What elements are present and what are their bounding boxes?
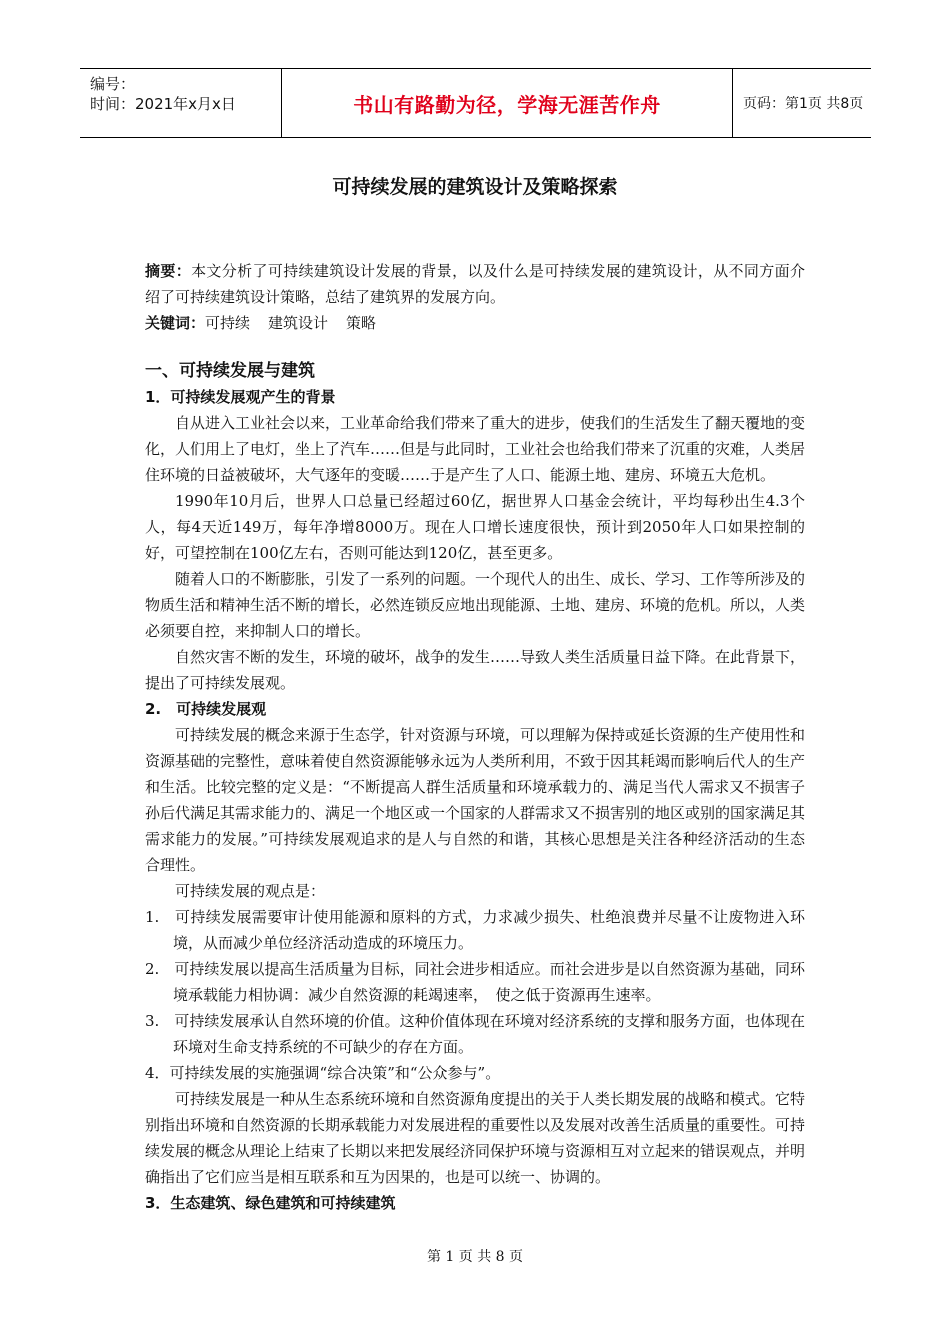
paragraph: 自从进入工业社会以来，工业革命给我们带来了重大的进步，使我们的生活发生了翻天覆地的变化，人们用上了电灯，坐上了汽车……但是与此同时，工业社会也给我们带来了沉重的灾难，人类居住环境的日益被破坏，大气逐年的变暖……于是产生了人口、能源土地、建房、环境五大危机。: [145, 414, 806, 484]
keyword: 建筑设计: [268, 314, 329, 332]
motto: 书山有路勤为径，学海无涯苦作舟: [353, 92, 661, 117]
number-label: 编号：: [90, 75, 136, 93]
abstract-label: 摘要：: [145, 262, 192, 280]
document-body: [145, 258, 805, 1216]
page-footer: 第 1 页 共 8 页: [426, 1249, 524, 1265]
paragraph: 可持续发展的概念来源于生态学，针对资源与环境，可以理解为保持或延长资源的生产使用性和资源基础的完整性，意味着使自然资源能够永远为人类所利用，不致于因其耗竭而影响后代人的生产和生活。比较完整的定义是：“不断提高人群生活质量和环境承载力的、满足当代人需求又不损害子孙后代满足其需求能力的、满足一个地区或一个国家的人群需求又不损害别的地区或别的国家满足其需求能力的发展。”可持续发展观追求的是人与自然的和谐，其核心思想是关注各种经济活动的生态合理性。: [145, 726, 806, 874]
paragraph: 随着人口的不断膨胀，引发了一系列的问题。一个现代人的出生、成长、学习、工作等所涉及的物质生活和精神生活不断的增长，必然连锁反应地出现能源、土地、建房、环境的危机。所以，人类必须要自控，来抑制人口的增长。: [145, 570, 806, 640]
page-info: 页码：第1页 共8页: [743, 96, 864, 112]
date-label: 时间：2021年x月x日: [90, 95, 236, 113]
subsection-heading: 2. 可持续发展观: [145, 700, 267, 718]
list-item: 4．可持续发展的实施强调“综合决策”和“公众参与”。: [145, 1064, 501, 1082]
paragraph: 自然灾害不断的发生，环境的破坏，战争的发生……导致人类生活质量日益下降。在此背景下，提出了可持续发展观。: [145, 648, 806, 692]
list-item: 1. 可持续发展需要审计使用能源和原料的方式，力求减少损失、杜绝浪费并尽量不让废物进入环境，从而减少单位经济活动造成的环境压力。: [145, 908, 805, 952]
list-item: 3. 可持续发展承认自然环境的价值。这种价值体现在环境对经济系统的支撑和服务方面，也体现在环境对生命支持系统的不可缺少的存在方面。: [145, 1012, 805, 1056]
keyword: 策略: [346, 314, 377, 332]
header-page-cell: [733, 69, 871, 137]
header-meta-cell: [80, 69, 282, 137]
subsection-heading: 1．可持续发展观产生的背景: [145, 388, 336, 406]
subsection-heading: 3．生态建筑、绿色建筑和可持续建筑: [145, 1194, 396, 1212]
abstract: [145, 258, 805, 310]
list-item: 2. 可持续发展以提高生活质量为目标，同社会进步相适应。而社会进步是以自然资源为基础，同环境承载能力相协调：减少自然资源的耗竭速率， 使之低于资源再生速率。: [145, 960, 805, 1004]
keyword: 可持续: [205, 314, 251, 332]
header-motto-cell: [282, 69, 733, 137]
header-table: [80, 68, 871, 138]
paragraph: 可持续发展是一种从生态系统环境和自然资源角度提出的关于人类长期发展的战略和模式。它特别指出环境和自然资源的长期承载能力对发展进程的重要性以及发展对改善生活质量的重要性。可持续发展的概念从理论上结束了长期以来把发展经济同保护环境与资源相互对立起来的错误观点，并明确指出了它们应当是相互联系和互为因果的，也是可以统一、协调的。: [145, 1090, 806, 1186]
document-title: 可持续发展的建筑设计及策略探索: [332, 176, 618, 198]
keywords: [145, 310, 805, 336]
section-heading: 一、可持续发展与建筑: [145, 361, 315, 381]
paragraph: 1990年10月后，世界人口总量已经超过60亿，据世界人口基金会统计，平均每秒出生4.3个人，每4天近149万，每年净增8000万。现在人口增长速度很快，预计到2050年人口如果控制的好，可望控制在100亿左右，否则可能达到120亿，甚至更多。: [145, 492, 805, 562]
paragraph: 可持续发展的观点是：: [175, 882, 326, 900]
keywords-label: 关键词：: [145, 314, 206, 332]
abstract-text: 本文分析了可持续建筑设计发展的背景，以及什么是可持续发展的建筑设计，从不同方面介绍了可持续建筑设计策略，总结了建筑界的发展方向。: [145, 262, 805, 306]
